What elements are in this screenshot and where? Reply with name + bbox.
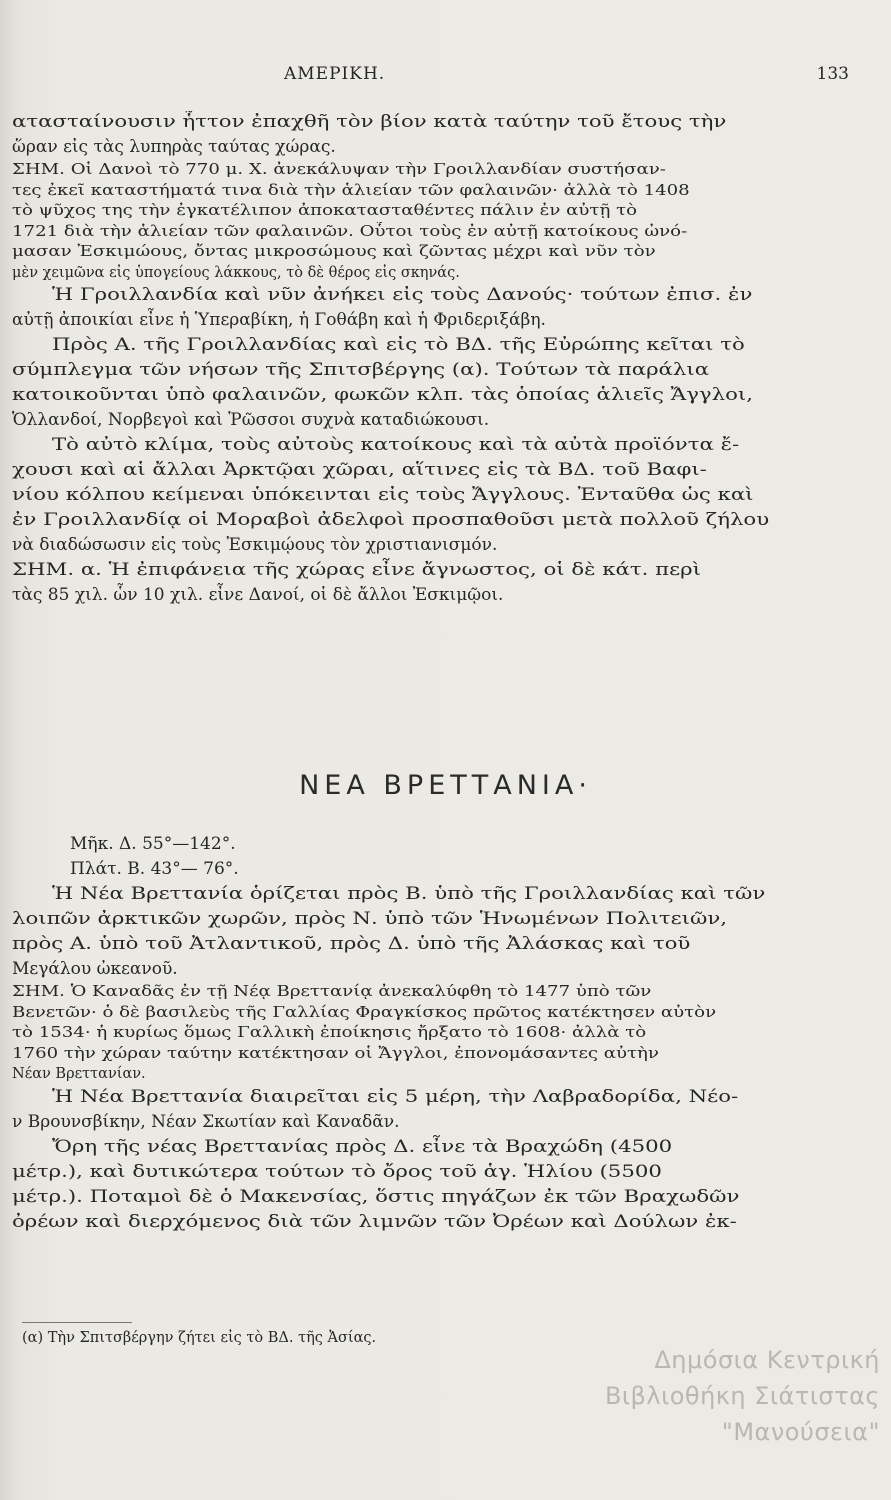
watermark-line-2: Βιβλιοθήκη Σιάτιστας "Μανούσεια" bbox=[604, 1382, 880, 1446]
text-line: ατασταίνουσιν ἧττον ἐπαχθῆ τὸν βίον κατὰ ταύτην τοῦ ἔτους τὴν bbox=[12, 112, 727, 132]
text-line: 1760 τὴν χώραν ταύτην κατέκτησαν οἱ Ἄγγλοι, ἐπονομάσαντες αὐτὴν bbox=[12, 1045, 659, 1062]
running-header bbox=[0, 60, 891, 100]
text-line: Τὸ αὐτὸ κλίμα, τοὺς αὐτοὺς κατοίκους καὶ τὰ αὐτὰ προϊόντα ἔ- bbox=[52, 435, 740, 455]
text-line: Βενετῶν· ὁ δὲ βασιλεὺς τῆς Γαλλίας Φραγκίσκος πρῶτος κατέκτησεν αὐτὸν bbox=[12, 1004, 717, 1021]
text-line: 1721 διὰ τὴν ἁλιείαν τῶν φαλαινῶν. Οὗτοι τοὺς ἐν αὐτῇ κατοίκους ὠνό- bbox=[12, 223, 688, 240]
text-line: μὲν χειμῶνα εἰς ὑπογείους λάκκους, τὸ δὲ θέρος εἰς σκηνάς. bbox=[12, 264, 460, 281]
text-line: ὀρέων καὶ διερχόμενος διὰ τῶν λιμνῶν τῶν Ὀρέων καὶ Δούλων ἐκ- bbox=[12, 1211, 737, 1232]
text-line: Μῆκ. Δ. 55°—142°. bbox=[70, 834, 236, 854]
text-line: ΣΗΜ. α. Ἡ ἐπιφάνεια τῆς χώρας εἶνε ἄγνωστος, οἱ δὲ κάτ. περὶ bbox=[12, 560, 701, 580]
text-line: μέτρ.), καὶ δυτικώτερα τούτων τὸ ὄρος τοῦ ἁγ. Ἡλίου (5500 bbox=[12, 1161, 662, 1182]
text-line: Μεγάλου ὠκεανοῦ. bbox=[12, 959, 178, 979]
text-line: Ἡ Νέα Βρεττανία ὁρίζεται πρὸς Β. ὑπὸ τῆς Γροιλλανδίας καὶ τῶν bbox=[52, 884, 766, 904]
text-line: Νέαν Βρεττανίαν. bbox=[12, 1066, 146, 1082]
text-line: Ὄρη τῆς νέας Βρεττανίας πρὸς Δ. εἶνε τὰ Βραχώδη (4500 bbox=[52, 1136, 673, 1157]
text-line: χουσι καὶ αἱ ἄλλαι Ἀρκτῷαι χῶραι, αἵτινες εἰς τὰ ΒΔ. τοῦ Βαφι- bbox=[12, 460, 707, 480]
text-line: μασαν Ἐσκιμώους, ὄντας μικροσώμους καὶ ζῶντας μέχρι καὶ νῦν τὸν bbox=[12, 244, 656, 260]
text-line: νίου κόλπου κείμεναι ὑπόκεινται εἰς τοὺς Ἄγγλους. Ἐνταῦθα ὡς καὶ bbox=[12, 485, 754, 505]
footnote-rule bbox=[22, 1322, 132, 1323]
text-line: ΣΗΜ. Οἱ Δανοὶ τὸ 770 μ. Χ. ἀνεκάλυψαν τὴν Γροιλλανδίαν συστήσαν- bbox=[12, 162, 666, 178]
text-line: Ἡ Γροιλλανδία καὶ νῦν ἀνήκει εἰς τοὺς Δανούς· τούτων ἐπισ. ἐν bbox=[52, 285, 753, 305]
text-line: μέτρ.). Ποταμοὶ δὲ ὁ Μακενσίας, ὅστις πηγάζων ἐκ τῶν Βραχωδῶν bbox=[12, 1186, 740, 1207]
text-line: ΣΗΜ. Ὁ Καναδᾶς ἐν τῇ Νέᾳ Βρεττανίᾳ ἀνεκαλύφθη τὸ 1477 ὑπὸ τῶν bbox=[12, 984, 652, 1000]
section-heading: ΝΕΑ ΒΡΕΤΤΑΝΙΑ· bbox=[299, 770, 592, 801]
page-number: 133 bbox=[816, 64, 849, 84]
text-line: αὐτῇ ἀποικίαι εἶνε ἡ Ὑπεραβίκη, ἡ Γοθάβη καὶ ἡ Φριδεριξάβη. bbox=[12, 310, 546, 330]
watermark-line-1: Δημόσια Κεντρική bbox=[654, 1346, 880, 1374]
text-line: τὸ 1534· ἡ κυρίως ὅμως Γαλλικὴ ἐποίκησις ἤρξατο τὸ 1608· ἀλλὰ τὸ bbox=[12, 1025, 647, 1041]
text-line: τες ἐκεῖ καταστήματά τινα διὰ τὴν ἁλιείαν τῶν φαλαινῶν· ἀλλὰ τὸ 1408 bbox=[12, 182, 690, 199]
text-line: ἐν Γροιλλανδίᾳ οἱ Μοραβοὶ ἀδελφοὶ προσπαθοῦσι μετὰ πολλοῦ ζήλου bbox=[12, 510, 770, 530]
text-line: τὰς 85 χιλ. ὧν 10 χιλ. εἶνε Δανοί, οἱ δὲ ἄλλοι Ἐσκιμῷοι. bbox=[12, 585, 504, 605]
text-line: ὥραν εἰς τὰς λυπηρὰς ταύτας χώρας. bbox=[12, 137, 336, 157]
library-watermark bbox=[520, 1342, 880, 1450]
text-line: ν Βρουνσβίκην, Νέαν Σκωτίαν καὶ Καναδᾶν. bbox=[12, 1111, 400, 1132]
text-line: σύμπλεγμα τῶν νήσων τῆς Σπιτσβέργης (α). Τούτων τὰ παράλια bbox=[12, 360, 710, 380]
text-line: πρὸς Α. ὑπὸ τοῦ Ἀτλαντικοῦ, πρὸς Δ. ὑπὸ τῆς Ἀλάσκας καὶ τοῦ bbox=[12, 934, 691, 954]
text-line: Πλάτ. Β. 43°— 76°. bbox=[70, 859, 239, 879]
text-line: τὸ ψῦχος της τὴν ἐγκατέλιπον ἀποκατασταθέντες πάλιν ἐν αὐτῇ τὸ bbox=[12, 203, 638, 219]
footnote: (α) Τὴν Σπιτσβέργην ζήτει εἰς τὸ ΒΔ. τῆς Ἀσίας. bbox=[22, 1330, 377, 1346]
text-line: Πρὸς Α. τῆς Γροιλλανδίας καὶ εἰς τὸ ΒΔ. τῆς Εὐρώπης κεῖται τὸ bbox=[52, 335, 745, 355]
text-line: κατοικοῦνται ὑπὸ φαλαινῶν, φωκῶν κλπ. τὰς ὁποίας ἁλιεῖς Ἄγγλοι, bbox=[12, 385, 753, 405]
running-title: ΑΜΕΡΙΚΗ. bbox=[284, 64, 386, 84]
new-britain-section bbox=[12, 832, 850, 1235]
text-line: Ἡ Νέα Βρεττανία διαιρεῖται εἰς 5 μέρη, τὴν Λαβραδορίδα, Νέο- bbox=[52, 1086, 739, 1107]
text-line: νὰ διαδώσωσιν εἰς τοὺς Ἐσκιμῴους τὸν χριστιανισμόν. bbox=[12, 535, 498, 555]
text-line: Ὁλλανδοί, Νορβεγοὶ καὶ Ῥῶσσοι συχνὰ καταδιώκουσι. bbox=[12, 410, 490, 430]
text-line: λοιπῶν ἀρκτικῶν χωρῶν, πρὸς Ν. ὑπὸ τῶν Ἡνωμένων Πολιτειῶν, bbox=[12, 909, 727, 929]
greenland-section bbox=[12, 110, 850, 608]
